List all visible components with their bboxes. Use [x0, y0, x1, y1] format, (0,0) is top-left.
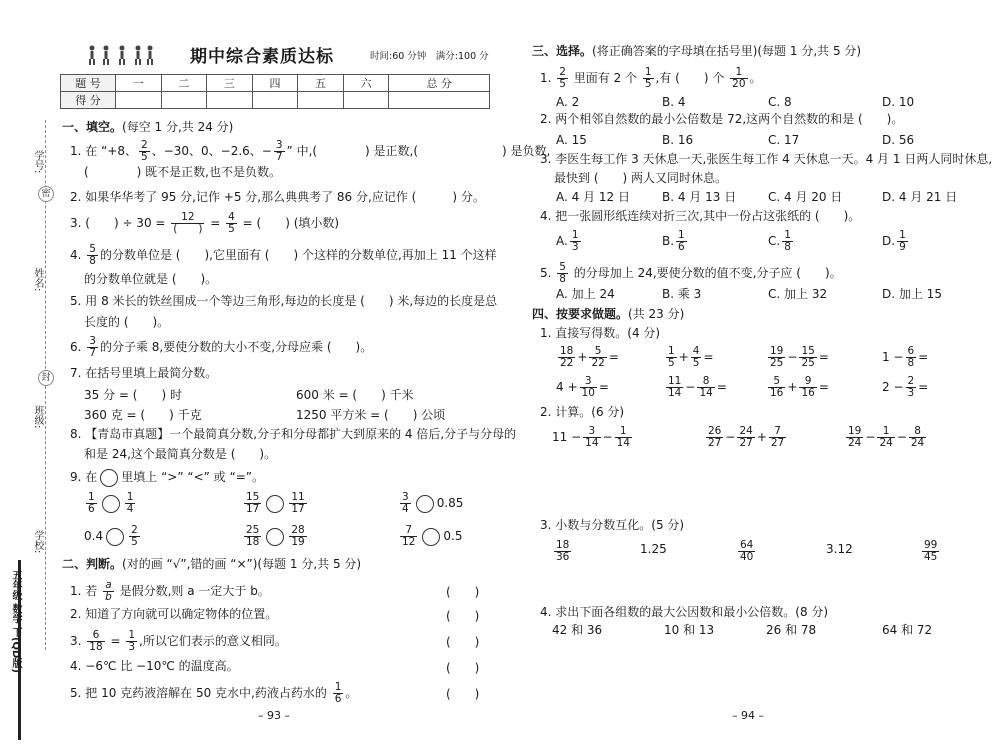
seal-mark-feng: 封: [38, 370, 54, 386]
seal-mark-mi: 密: [38, 186, 54, 202]
page-title: 期中综合素质达标: [190, 47, 334, 67]
choice-q5: 5. $\frac{5}{8}$ 的分母加上 24,要使分数的值不变,分子应 ( )。: [540, 261, 842, 285]
answer-parens[interactable]: ( ): [446, 687, 480, 701]
convert-item: 3.12: [826, 542, 853, 556]
gutter-label-student-id: 学号:: [32, 150, 43, 174]
q1-text: ” 中,( ) 是正数,( ) 是负数,: [286, 144, 551, 158]
fill-q8-line2: 和是 24,这个最简真分数是 ( )。: [84, 447, 277, 461]
fraction-3-7: $\frac{3}{7}$: [275, 139, 283, 163]
fill-q4-line2: 的分数单位就是 ( )。: [84, 272, 218, 286]
fill-q5-line1: 5. 用 8 米长的铁丝围成一个等边三角形,每边的长度是 ( ) 米,每边的长度是总: [70, 294, 498, 308]
judge-q1: 1. 若 $\frac{a}{b}$ 是假分数,则 a 一定大于 b。: [70, 579, 270, 603]
fill-q8-line1: 8. 【青岛市真题】一个最简真分数,分子和分母都扩大到原来的 4 倍后,分子与分母的: [70, 427, 517, 441]
q1-text: 、−30、0、−2.6、−: [151, 144, 272, 158]
score-cell[interactable]: [252, 92, 298, 109]
score-row-label: 得 分: [61, 92, 116, 109]
calc-item: $\frac{1}{5}$ + $\frac{4}{5}$ =: [668, 345, 714, 369]
section-2-title: 二、判断。: [62, 557, 123, 571]
score-cell[interactable]: [161, 92, 207, 109]
option[interactable]: B. 16: [662, 133, 694, 147]
calc-item: $\frac{19}{25}$ − $\frac{15}{25}$ =: [770, 345, 829, 369]
q4-text: 的分数单位是 ( ),它里面有 ( ) 个这样的分数单位,再加上 11 个这样: [99, 248, 497, 262]
fill-q7-item: 35 分 = ( ) 时: [84, 388, 182, 402]
fraction-2-5: $\frac{2}{5}$: [141, 139, 148, 163]
section-4-title: 四、按要求做题。: [532, 307, 629, 321]
compare-circle[interactable]: [266, 495, 284, 513]
score-header-cell: 二: [161, 75, 207, 92]
calc-item: 4 + $\frac{3}{10}$ =: [556, 375, 609, 399]
score-value-row: [61, 92, 490, 109]
fill-q7-item: 600 米 = ( ) 千米: [296, 388, 414, 402]
fill-q6: [70, 336, 372, 359]
option[interactable]: A. $\frac{1}{3}$: [556, 229, 579, 253]
number-pair: 42 和 36: [552, 623, 603, 637]
choice-q2: 2. 两个相邻自然数的最小公倍数是 72,这两个自然数的和是 ( )。: [540, 112, 904, 126]
option[interactable]: A. 15: [556, 133, 587, 147]
calc-item: 2 − $\frac{2}{3}$ =: [882, 375, 929, 399]
fill-q4-line1: [70, 244, 497, 267]
fill-q1-line1: [70, 140, 550, 163]
part-2-label: 2. 计算。(6 分): [540, 405, 625, 419]
part-3-label: 3. 小数与分数互化。(5 分): [540, 518, 685, 532]
part-1-label: 1. 直接写得数。(4 分): [540, 326, 661, 340]
option[interactable]: B. 4 月 13 日: [662, 190, 737, 204]
option[interactable]: A. 4 月 12 日: [556, 190, 630, 204]
answer-parens[interactable]: ( ): [446, 609, 480, 623]
calc-expression: $\frac{19}{24}$ − $\frac{1}{24}$ − $\frac{8}{24}$: [848, 425, 925, 449]
option[interactable]: C. 17: [768, 133, 800, 147]
score-header-cell: 三: [207, 75, 253, 92]
answer-parens[interactable]: ( ): [446, 585, 480, 599]
option[interactable]: A. 加上 24: [556, 287, 615, 301]
compare-circle: [100, 469, 118, 487]
section-3-title: 三、选择。: [532, 44, 593, 58]
option[interactable]: D. 56: [882, 133, 915, 147]
option[interactable]: B. 4: [662, 95, 686, 109]
fill-q9: [70, 468, 264, 487]
number-pair: 64 和 72: [882, 623, 933, 637]
score-table: [60, 74, 490, 109]
choice-q4: 4. 把一张圆形纸连续对折三次,其中一份占这张纸的 ( )。: [540, 209, 861, 223]
fill-q3: [70, 212, 339, 235]
spine-label: 五年级 数学 下(QD版): [10, 570, 21, 673]
option[interactable]: D. 10: [882, 95, 915, 109]
compare-item: $\frac{1}{6}$ $\frac{1}{4}$: [88, 491, 134, 515]
section-2-note: (对的画 “√”,错的画 “×”)(每题 1 分,共 5 分): [122, 557, 362, 571]
choice-q3-line2: 最快到 ( ) 两人又同时休息。: [554, 171, 727, 185]
score-header-cell: 一: [116, 75, 162, 92]
fraction-12-blank: $\frac{12}{( )}$: [173, 211, 203, 235]
score-header-cell: 六: [343, 75, 389, 92]
choice-q3-line1: 3. 李医生每工作 3 天休息一天,张医生每工作 4 天休息一天。4 月 1 日两人同时休息,: [540, 152, 993, 166]
q1-text: 1. 在 “+8、: [70, 144, 137, 158]
score-cell[interactable]: [389, 92, 490, 109]
section-3-heading: [532, 42, 861, 60]
convert-item: $\frac{99}{45}$: [924, 539, 938, 563]
score-cell[interactable]: [298, 92, 344, 109]
binding-gutter: [0, 0, 52, 754]
q4-text: 4.: [70, 248, 86, 262]
fill-q7-item: 360 克 = ( ) 千克: [84, 408, 202, 422]
judge-q2: 2. 知道了方向就可以确定物体的位置。: [70, 607, 278, 621]
option[interactable]: A. 2: [556, 95, 580, 109]
gutter-label-class: 班级:: [32, 405, 43, 429]
compare-circle[interactable]: [422, 528, 440, 546]
score-header-cell: 五: [298, 75, 344, 92]
compare-item: $\frac{7}{12}$ 0.5: [402, 524, 463, 548]
choice-q1: 1. $\frac{2}{5}$ 里面有 2 个 $\frac{1}{5}$ ,有 ( ) 个 $\frac{1}{20}$ 。: [540, 66, 762, 90]
compare-circle[interactable]: [416, 495, 434, 513]
calc-expression: $\frac{26}{27}$ − $\frac{24}{27}$ + $\frac{7}{27}$: [708, 425, 785, 449]
judge-q4: 4. −6℃ 比 −10℃ 的温度高。: [70, 659, 239, 673]
fraction-4-5: $\frac{4}{5}$: [228, 211, 235, 235]
fill-q2: 2. 如果华华考了 95 分,记作 +5 分,那么典典考了 86 分,应记作 ( ) 分。: [70, 190, 485, 204]
judge-q3: 3. $\frac{6}{18}$ = $\frac{1}{3}$ ,所以它们表示的意义相同。: [70, 629, 287, 653]
option[interactable]: D. 加上 15: [882, 287, 942, 301]
calc-item: $\frac{11}{14}$ − $\frac{8}{14}$ =: [668, 375, 727, 399]
option[interactable]: D. 4 月 21 日: [882, 190, 958, 204]
exam-meta: 时间:60 分钟 满分:100 分: [370, 51, 489, 62]
number-pair: 10 和 13: [664, 623, 715, 637]
option[interactable]: C. 4 月 20 日: [768, 190, 843, 204]
q3-text: = ( ) (填小数): [238, 216, 340, 230]
q6-text: 的分子乘 8,要使分数的大小不变,分母应乘 ( )。: [99, 340, 373, 354]
gutter-label-name: 姓名:: [32, 268, 43, 292]
compare-item: $\frac{25}{18}$ $\frac{28}{19}$: [246, 524, 305, 548]
score-header-cell: 四: [252, 75, 298, 92]
q9-text: 9. 在: [70, 470, 98, 484]
section-3-note: (将正确答案的字母填在括号里)(每题 1 分,共 5 分): [592, 44, 862, 58]
option[interactable]: B. $\frac{1}{6}$: [662, 229, 685, 253]
compare-item: 0.4 $\frac{2}{5}$: [84, 524, 138, 548]
judge-q5: 5. 把 10 克药液溶解在 50 克水中,药液占药水的 $\frac{1}{6}$ 。: [70, 681, 358, 705]
children-logo-icon: [86, 44, 156, 66]
calc-item: $\frac{18}{22}$ + $\frac{5}{22}$ =: [560, 345, 619, 369]
score-cell[interactable]: [116, 92, 162, 109]
score-header-row: [61, 75, 490, 92]
section-4-heading: [532, 305, 684, 323]
convert-item: 1.25: [640, 542, 667, 556]
option[interactable]: D. $\frac{1}{9}$: [882, 229, 906, 253]
score-cell[interactable]: [207, 92, 253, 109]
page-number: – 94 –: [732, 709, 764, 722]
answer-parens[interactable]: ( ): [446, 661, 480, 675]
compare-circle[interactable]: [266, 528, 284, 546]
q3-text: =: [206, 216, 225, 230]
compare-circle[interactable]: [106, 528, 124, 546]
right-page: [500, 0, 1000, 754]
score-header-cell: 题 号: [61, 75, 116, 92]
calc-expression: 11 − $\frac{3}{14}$ − $\frac{1}{14}$: [552, 425, 630, 449]
section-1-title: 一、填空。: [62, 120, 123, 134]
compare-item: $\frac{15}{17}$ $\frac{11}{17}$: [246, 491, 305, 515]
fill-q5-line2: 长度的 ( )。: [84, 315, 170, 329]
score-cell[interactable]: [343, 92, 389, 109]
gutter-label-school: 学校:: [32, 530, 43, 554]
section-1-heading: [62, 118, 233, 136]
fraction-3-7: $\frac{3}{7}$: [89, 335, 96, 359]
fill-q7-item: 1250 平方米 = ( ) 公顷: [296, 408, 446, 422]
option[interactable]: C. 8: [768, 95, 792, 109]
score-header-cell: 总 分: [389, 75, 490, 92]
section-2-heading: [62, 555, 361, 573]
page-number: – 93 –: [258, 709, 290, 722]
section-4-note: (共 23 分): [628, 307, 685, 321]
q9-text: 里填上 “>” “<” 或 “=”。: [121, 470, 264, 484]
fraction-5-8: $\frac{5}{8}$: [89, 243, 96, 267]
answer-parens[interactable]: ( ): [446, 635, 480, 649]
calc-item: $\frac{5}{16}$ + $\frac{9}{16}$ =: [770, 375, 829, 399]
convert-item: $\frac{64}{40}$: [740, 539, 754, 563]
convert-item: $\frac{18}{36}$: [556, 539, 570, 563]
fraction-a-b: $\frac{a}{b}$: [105, 579, 112, 603]
calc-item: 1 − $\frac{6}{8}$ =: [882, 345, 929, 369]
compare-circle[interactable]: [102, 495, 120, 513]
fill-q1-line2: ( ) 既不是正数,也不是负数。: [84, 165, 281, 179]
number-pair: 26 和 78: [766, 623, 817, 637]
q6-text: 6.: [70, 340, 86, 354]
part-4-label: 4. 求出下面各组数的最大公因数和最小公倍数。(8 分): [540, 605, 829, 619]
option[interactable]: C. $\frac{1}{8}$: [768, 229, 791, 253]
option[interactable]: B. 乘 3: [662, 287, 702, 301]
fill-q7: 7. 在括号里填上最简分数。: [70, 366, 218, 380]
compare-item: $\frac{3}{4}$ 0.85: [402, 491, 464, 515]
option[interactable]: C. 加上 32: [768, 287, 828, 301]
q3-text: 3. ( ) ÷ 30 =: [70, 216, 170, 230]
section-1-note: (每空 1 分,共 24 分): [122, 120, 234, 134]
